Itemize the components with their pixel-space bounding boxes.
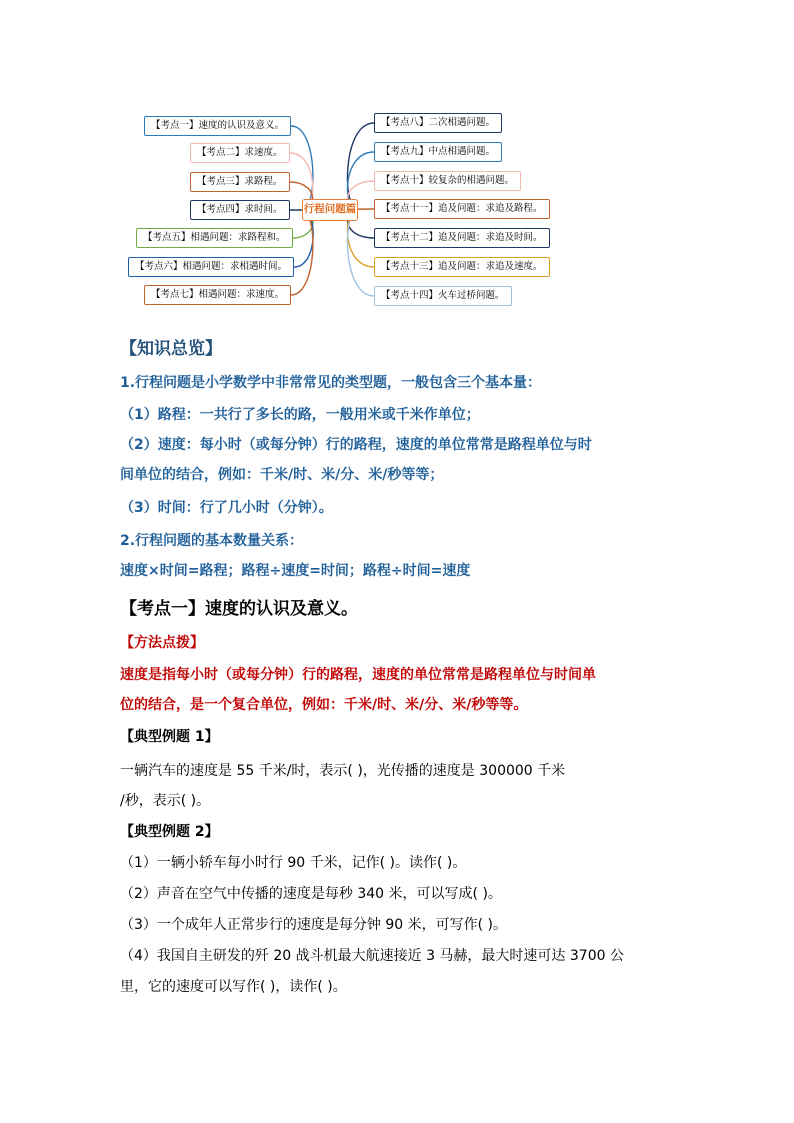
mindmap-node-right-11: 【考点十一】追及问题：求追及路程。: [374, 199, 550, 219]
section1-heading: 【考点一】速度的认识及意义。: [120, 599, 358, 619]
overview-paragraph-1: 1.行程问题是小学数学中非常常见的类型题，一般包含三个基本量：: [120, 375, 542, 391]
mindmap-node-right-13: 【考点十三】追及问题：求追及速度。: [374, 257, 550, 277]
overview-formula: 速度×时间=路程；路程÷速度=时间；路程÷时间=速度: [120, 563, 471, 579]
mindmap-center-node: 行程问题篇: [302, 199, 358, 221]
mindmap-node-right-10: 【考点十】较复杂的相遇问题。: [374, 171, 521, 191]
overview-paragraph-5: 2.行程问题的基本数量关系：: [120, 533, 304, 549]
mindmap-node-left-6: 【考点六】相遇问题：求相遇时间。: [128, 257, 294, 277]
mindmap-node-right-8: 【考点八】二次相遇问题。: [374, 113, 502, 133]
mindmap-node-left-5: 【考点五】相遇问题：求路程和。: [136, 228, 293, 248]
connector-right-1: [347, 123, 374, 210]
mindmap-node-left-3: 【考点三】求路程。: [190, 172, 290, 192]
method-text-b: 位的结合，是一个复合单位，例如：千米/时、米/分、米/秒等等。: [120, 697, 528, 713]
mindmap-node-left-4: 【考点四】求时间。: [190, 200, 290, 220]
example2-item-2: （2）声音在空气中传播的速度是每秒 340 米，可以写成( )。: [120, 886, 502, 902]
example1-title: 【典型例题 1】: [120, 729, 219, 745]
mindmap-node-left-2: 【考点二】求速度。: [190, 143, 290, 163]
mindmap: [0, 0, 794, 320]
example2-item-4b: 里，它的速度可以写作( )，读作( )。: [120, 979, 347, 995]
example2-item-3: （3）一个成年人正常步行的速度是每分钟 90 米，可写作( )。: [120, 917, 507, 933]
mindmap-node-right-14: 【考点十四】火车过桥问题。: [374, 286, 512, 306]
connector-right-7: [347, 210, 374, 296]
overview-heading: 【知识总览】: [120, 339, 222, 359]
method-text-a: 速度是指每小时（或每分钟）行的路程，速度的单位常常是路程单位与时间单: [120, 667, 596, 683]
method-title: 【方法点拨】: [120, 635, 204, 651]
mindmap-node-right-12: 【考点十二】追及问题：求追及时间。: [374, 228, 550, 248]
example1-text-b: /秒，表示( )。: [120, 793, 211, 809]
example2-title: 【典型例题 2】: [120, 824, 219, 840]
mindmap-node-left-1: 【考点一】速度的认识及意义。: [144, 116, 291, 136]
mindmap-node-left-7: 【考点七】相遇问题：求速度。: [144, 285, 291, 305]
overview-paragraph-4: （3）时间：行了几小时（分钟）。: [120, 500, 333, 516]
overview-paragraph-2: （1）路程：一共行了多长的路，一般用米或千米作单位；: [120, 407, 480, 423]
mindmap-node-right-9: 【考点九】中点相遇问题。: [374, 142, 502, 162]
overview-paragraph-3a: （2）速度：每小时（或每分钟）行的路程，速度的单位常常是路程单位与时: [120, 437, 592, 453]
example2-item-1: （1）一辆小轿车每小时行 90 千米，记作( )。读作( )。: [120, 855, 467, 871]
example2-item-4a: （4）我国自主研发的歼 20 战斗机最大航速接近 3 马赫，最大时速可达 3700 公: [120, 948, 624, 964]
example1-text-a: 一辆汽车的速度是 55 千米/时，表示( )，光传播的速度是 300000 千米: [120, 763, 566, 779]
overview-paragraph-3b: 间单位的结合，例如：千米/时、米/分、米/秒等等；: [120, 467, 444, 483]
